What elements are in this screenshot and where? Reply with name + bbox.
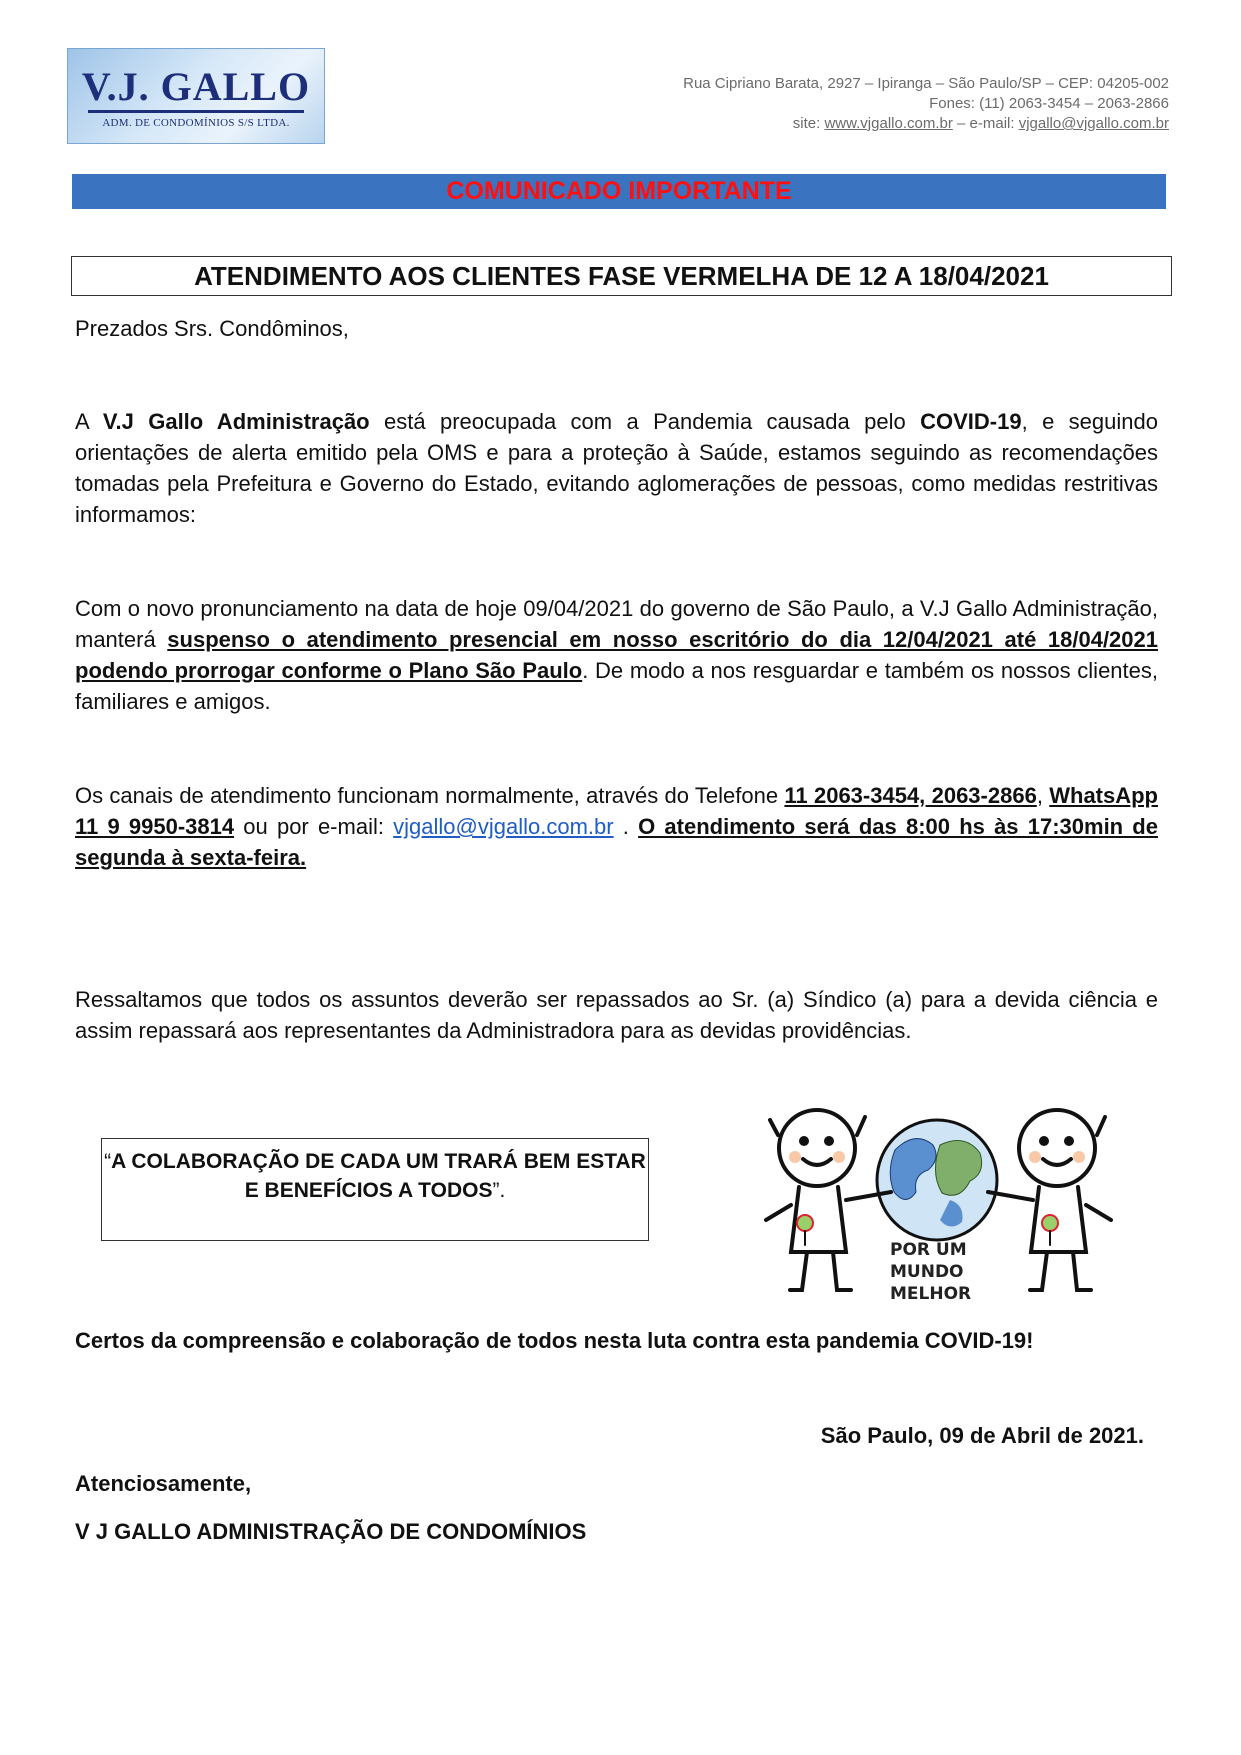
right-child-figure <box>988 1110 1111 1290</box>
site-label: site: <box>792 115 825 132</box>
sign-off: Atenciosamente, <box>75 1471 252 1496</box>
paragraph-suspension <box>75 593 1158 717</box>
office-hours: O atendimento será das 8:00 hs às 17:30min de segunda à sexta-feira. <box>75 814 1158 870</box>
phone-numbers: 11 2063-3454, 2063-2866 <box>784 783 1037 808</box>
header-address: Rua Cipriano Barata, 2927 – Ipiranga – São Paulo/SP – CEP: 04205-002 <box>683 75 1169 92</box>
logo-rule <box>88 110 304 113</box>
quote-open-mark: “ <box>104 1150 112 1173</box>
quote-close-mark: ”. <box>492 1179 506 1202</box>
notice-title: ATENDIMENTO AOS CLIENTES FASE VERMELHA DE 12 A 18/04/2021 <box>71 256 1172 296</box>
email-label: – e-mail: <box>952 115 1019 132</box>
header-phones: Fones: (11) 2063-3454 – 2063-2866 <box>929 95 1169 112</box>
closing-statement: Certos da compreensão e colaboração de todos nesta luta contra esta pandemia COVID-19! <box>75 1328 1034 1353</box>
site-link[interactable]: www.vjgallo.com.br <box>824 115 953 132</box>
world-children-illustration <box>735 1105 1137 1310</box>
p3-text-3: ou por e-mail: <box>234 814 394 839</box>
header-web-line <box>683 114 1169 134</box>
logo-subtitle: ADM. DE CONDOMÍNIOS S/S LTDA. <box>102 117 290 129</box>
paragraph-sindico: Ressaltamos que todos os assuntos deverão ser repassados ao Sr. (a) Síndico (a) para a devida ciência e assim repassará aos representantes da Administradora para as devidas providências. <box>75 987 1158 1043</box>
globe-icon <box>877 1120 997 1240</box>
caption-line-1: POR UM <box>890 1240 967 1260</box>
announcement-banner: COMUNICADO IMPORTANTE <box>72 174 1166 209</box>
p1-text-2: está preocupada com a Pandemia causada pelo <box>369 409 921 434</box>
p3-text-4: . <box>613 814 639 839</box>
p2-text-2: . De modo a nos resguardar e também os nossos clientes, familiares e amigos. <box>75 658 1159 714</box>
header-email-link[interactable]: vjgallo@vjgallo.com.br <box>1018 115 1169 132</box>
illustration-caption <box>890 1240 971 1304</box>
p1-text-3: , e seguindo orientações de alerta emitido pela OMS e para a proteção à Saúde, estamos seguindo as recomendações tomadas pela Prefeitura e Governo do Estado, evitando aglomerações de pessoas, como medidas restritivas informamos: <box>75 409 1158 527</box>
p1-company: V.J Gallo Administração <box>102 409 370 434</box>
paragraph-covid-concern <box>75 406 1158 530</box>
caption-line-3: MELHOR <box>890 1284 972 1304</box>
p1-covid: COVID-19 <box>920 409 1022 434</box>
quote-box <box>101 1138 649 1241</box>
company-signature: V J GALLO ADMINISTRAÇÃO DE CONDOMÍNIOS <box>75 1519 587 1544</box>
left-child-figure <box>766 1110 891 1290</box>
contact-email-link[interactable]: vjgallo@vjgallo.com.br <box>393 814 614 839</box>
letter-date: São Paulo, 09 de Abril de 2021. <box>820 1423 1144 1448</box>
header-contact-info <box>683 74 1169 134</box>
p1-text-1: A <box>75 409 103 434</box>
p2-text-1: Com o novo pronunciamento na data de hoje 09/04/2021 do governo de São Paulo, a V.J Gallo Administração, manterá <box>75 596 1158 652</box>
paragraph-contact-channels <box>75 780 1158 873</box>
whatsapp-number: WhatsApp 11 9 9950-3814 <box>75 783 1158 839</box>
caption-line-2: MUNDO <box>890 1262 964 1282</box>
company-logo <box>67 48 325 144</box>
p3-text-2: , <box>1036 783 1050 808</box>
logo-name: V.J. GALLO <box>81 64 311 109</box>
greeting: Prezados Srs. Condôminos, <box>75 316 349 341</box>
p2-suspension-notice: suspenso o atendimento presencial em nosso escritório do dia 12/04/2021 até 18/04/2021 podendo prorrogar conforme o Plano São Paulo <box>75 627 1158 683</box>
p3-text-1: Os canais de atendimento funcionam normalmente, através do Telefone <box>75 783 785 808</box>
quote-text: A COLABORAÇÃO DE CADA UM TRARÁ BEM ESTAR E BENEFÍCIOS A TODOS <box>111 1150 646 1202</box>
